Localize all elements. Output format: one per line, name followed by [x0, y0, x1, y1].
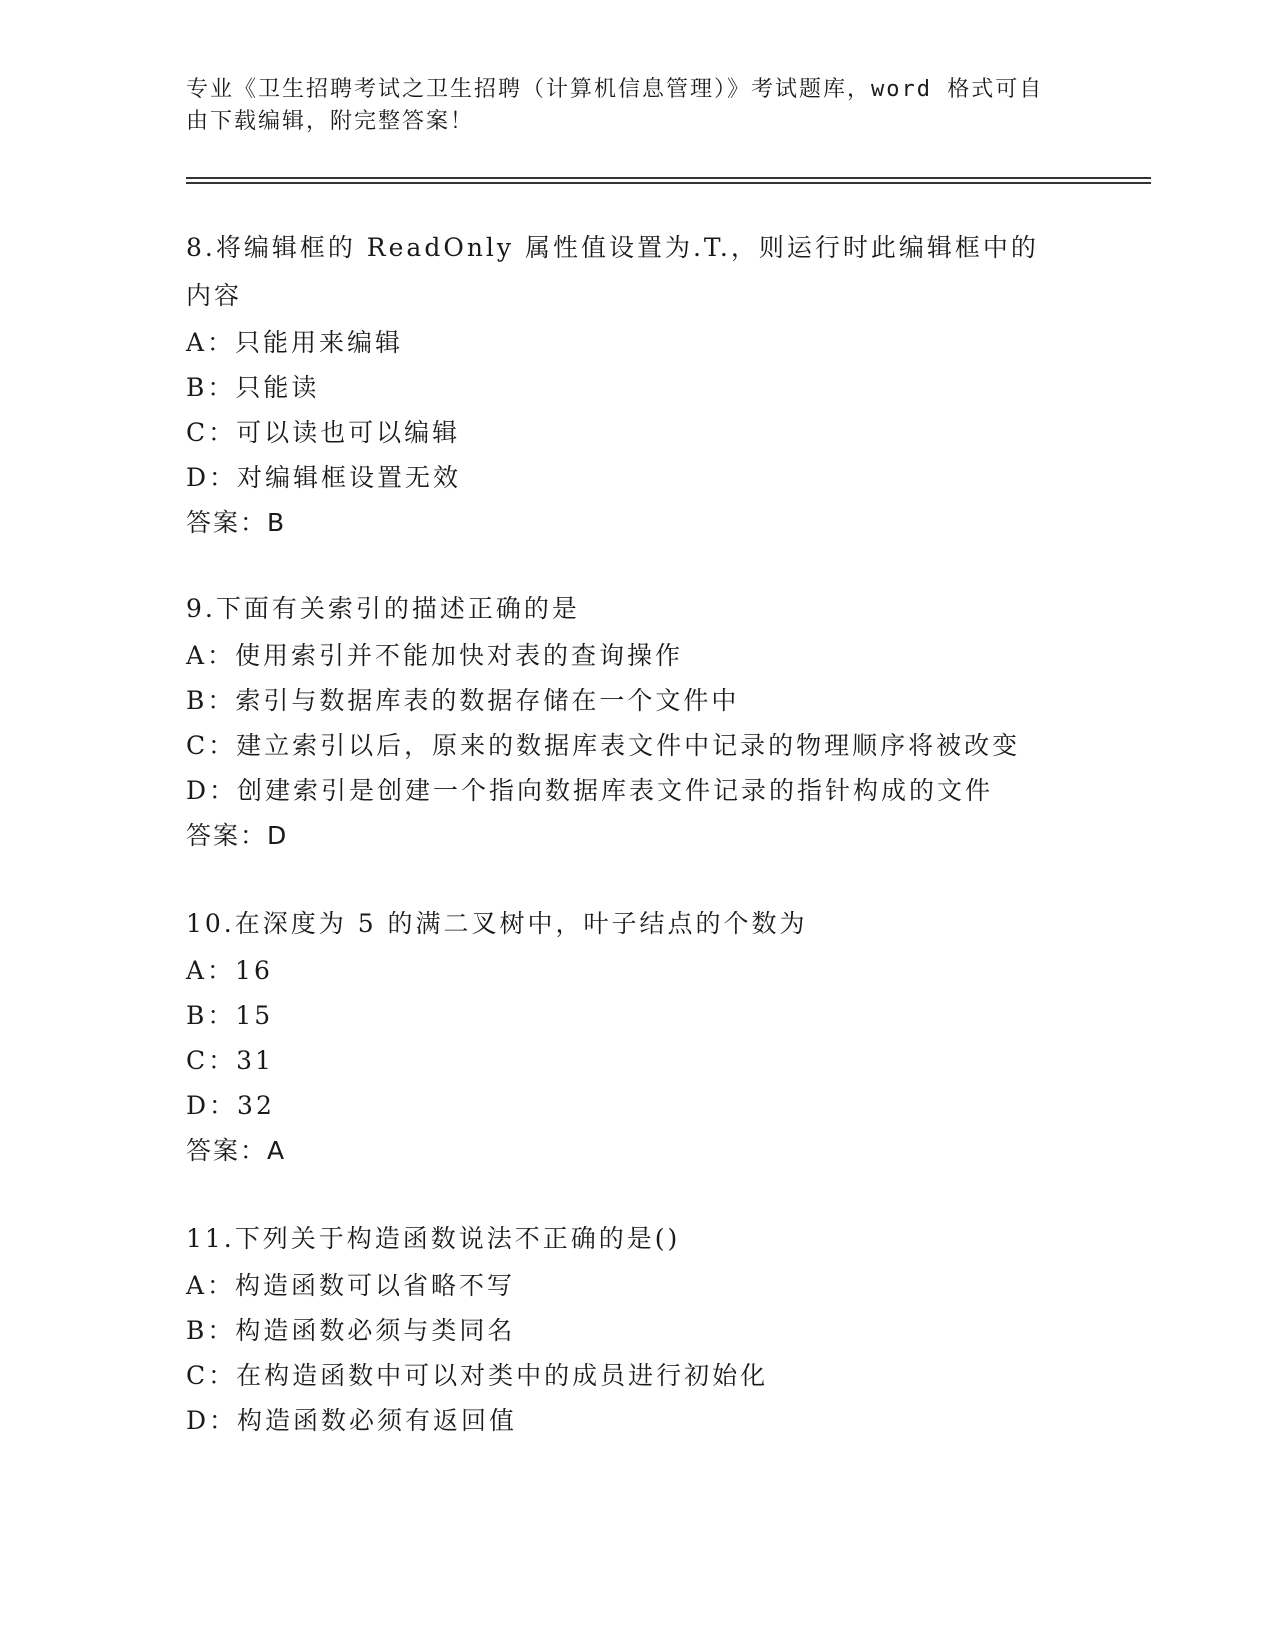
option-b: B：15	[186, 1001, 274, 1030]
question-9	[186, 585, 1066, 859]
option-a: A：只能用来编辑	[186, 328, 404, 357]
option-c: C：31	[186, 1046, 274, 1075]
option-b: B：索引与数据库表的数据存储在一个文件中	[186, 686, 740, 715]
option-c: C：可以读也可以编辑	[186, 418, 461, 447]
option-a: A：使用索引并不能加快对表的查询操作	[186, 641, 684, 670]
option-d: D：创建索引是创建一个指向数据库表文件记录的指针构成的文件	[186, 776, 994, 805]
option-d: D：32	[186, 1091, 275, 1120]
question-stem: 11.下列关于构造函数说法不正确的是()	[186, 1224, 681, 1253]
option-d: D：对编辑框设置无效	[186, 463, 462, 492]
option-a: A：构造函数可以省略不写	[186, 1271, 516, 1300]
option-a: A：16	[186, 956, 273, 985]
header-line-1: 专业《卫生招聘考试之卫生招聘（计算机信息管理）》考试题库，word 格式可自	[186, 77, 1044, 102]
question-stem: 8.将编辑框的 ReadOnly 属性值设置为.T.，则运行时此编辑框中的内容	[186, 233, 1039, 310]
question-stem: 10.在深度为 5 的满二叉树中，叶子结点的个数为	[186, 909, 808, 938]
document-header	[186, 74, 1066, 138]
option-b: B：只能读	[186, 373, 320, 402]
question-8	[186, 224, 1066, 546]
question-11	[186, 1215, 1066, 1443]
question-10	[186, 900, 1066, 1174]
option-c: C：在构造函数中可以对类中的成员进行初始化	[186, 1361, 769, 1390]
header-divider-top	[186, 177, 1151, 179]
question-stem: 9.下面有关索引的描述正确的是	[186, 594, 580, 623]
answer: 答案：A	[186, 1136, 287, 1165]
option-d: D：构造函数必须有返回值	[186, 1406, 518, 1435]
option-b: B：构造函数必须与类同名	[186, 1316, 516, 1345]
header-line-2: 由下载编辑，附完整答案！	[186, 109, 475, 134]
header-divider-bottom	[186, 182, 1151, 184]
answer: 答案：B	[186, 508, 287, 537]
answer: 答案：D	[186, 821, 289, 850]
option-c: C：建立索引以后，原来的数据库表文件中记录的物理顺序将被改变	[186, 731, 1021, 760]
